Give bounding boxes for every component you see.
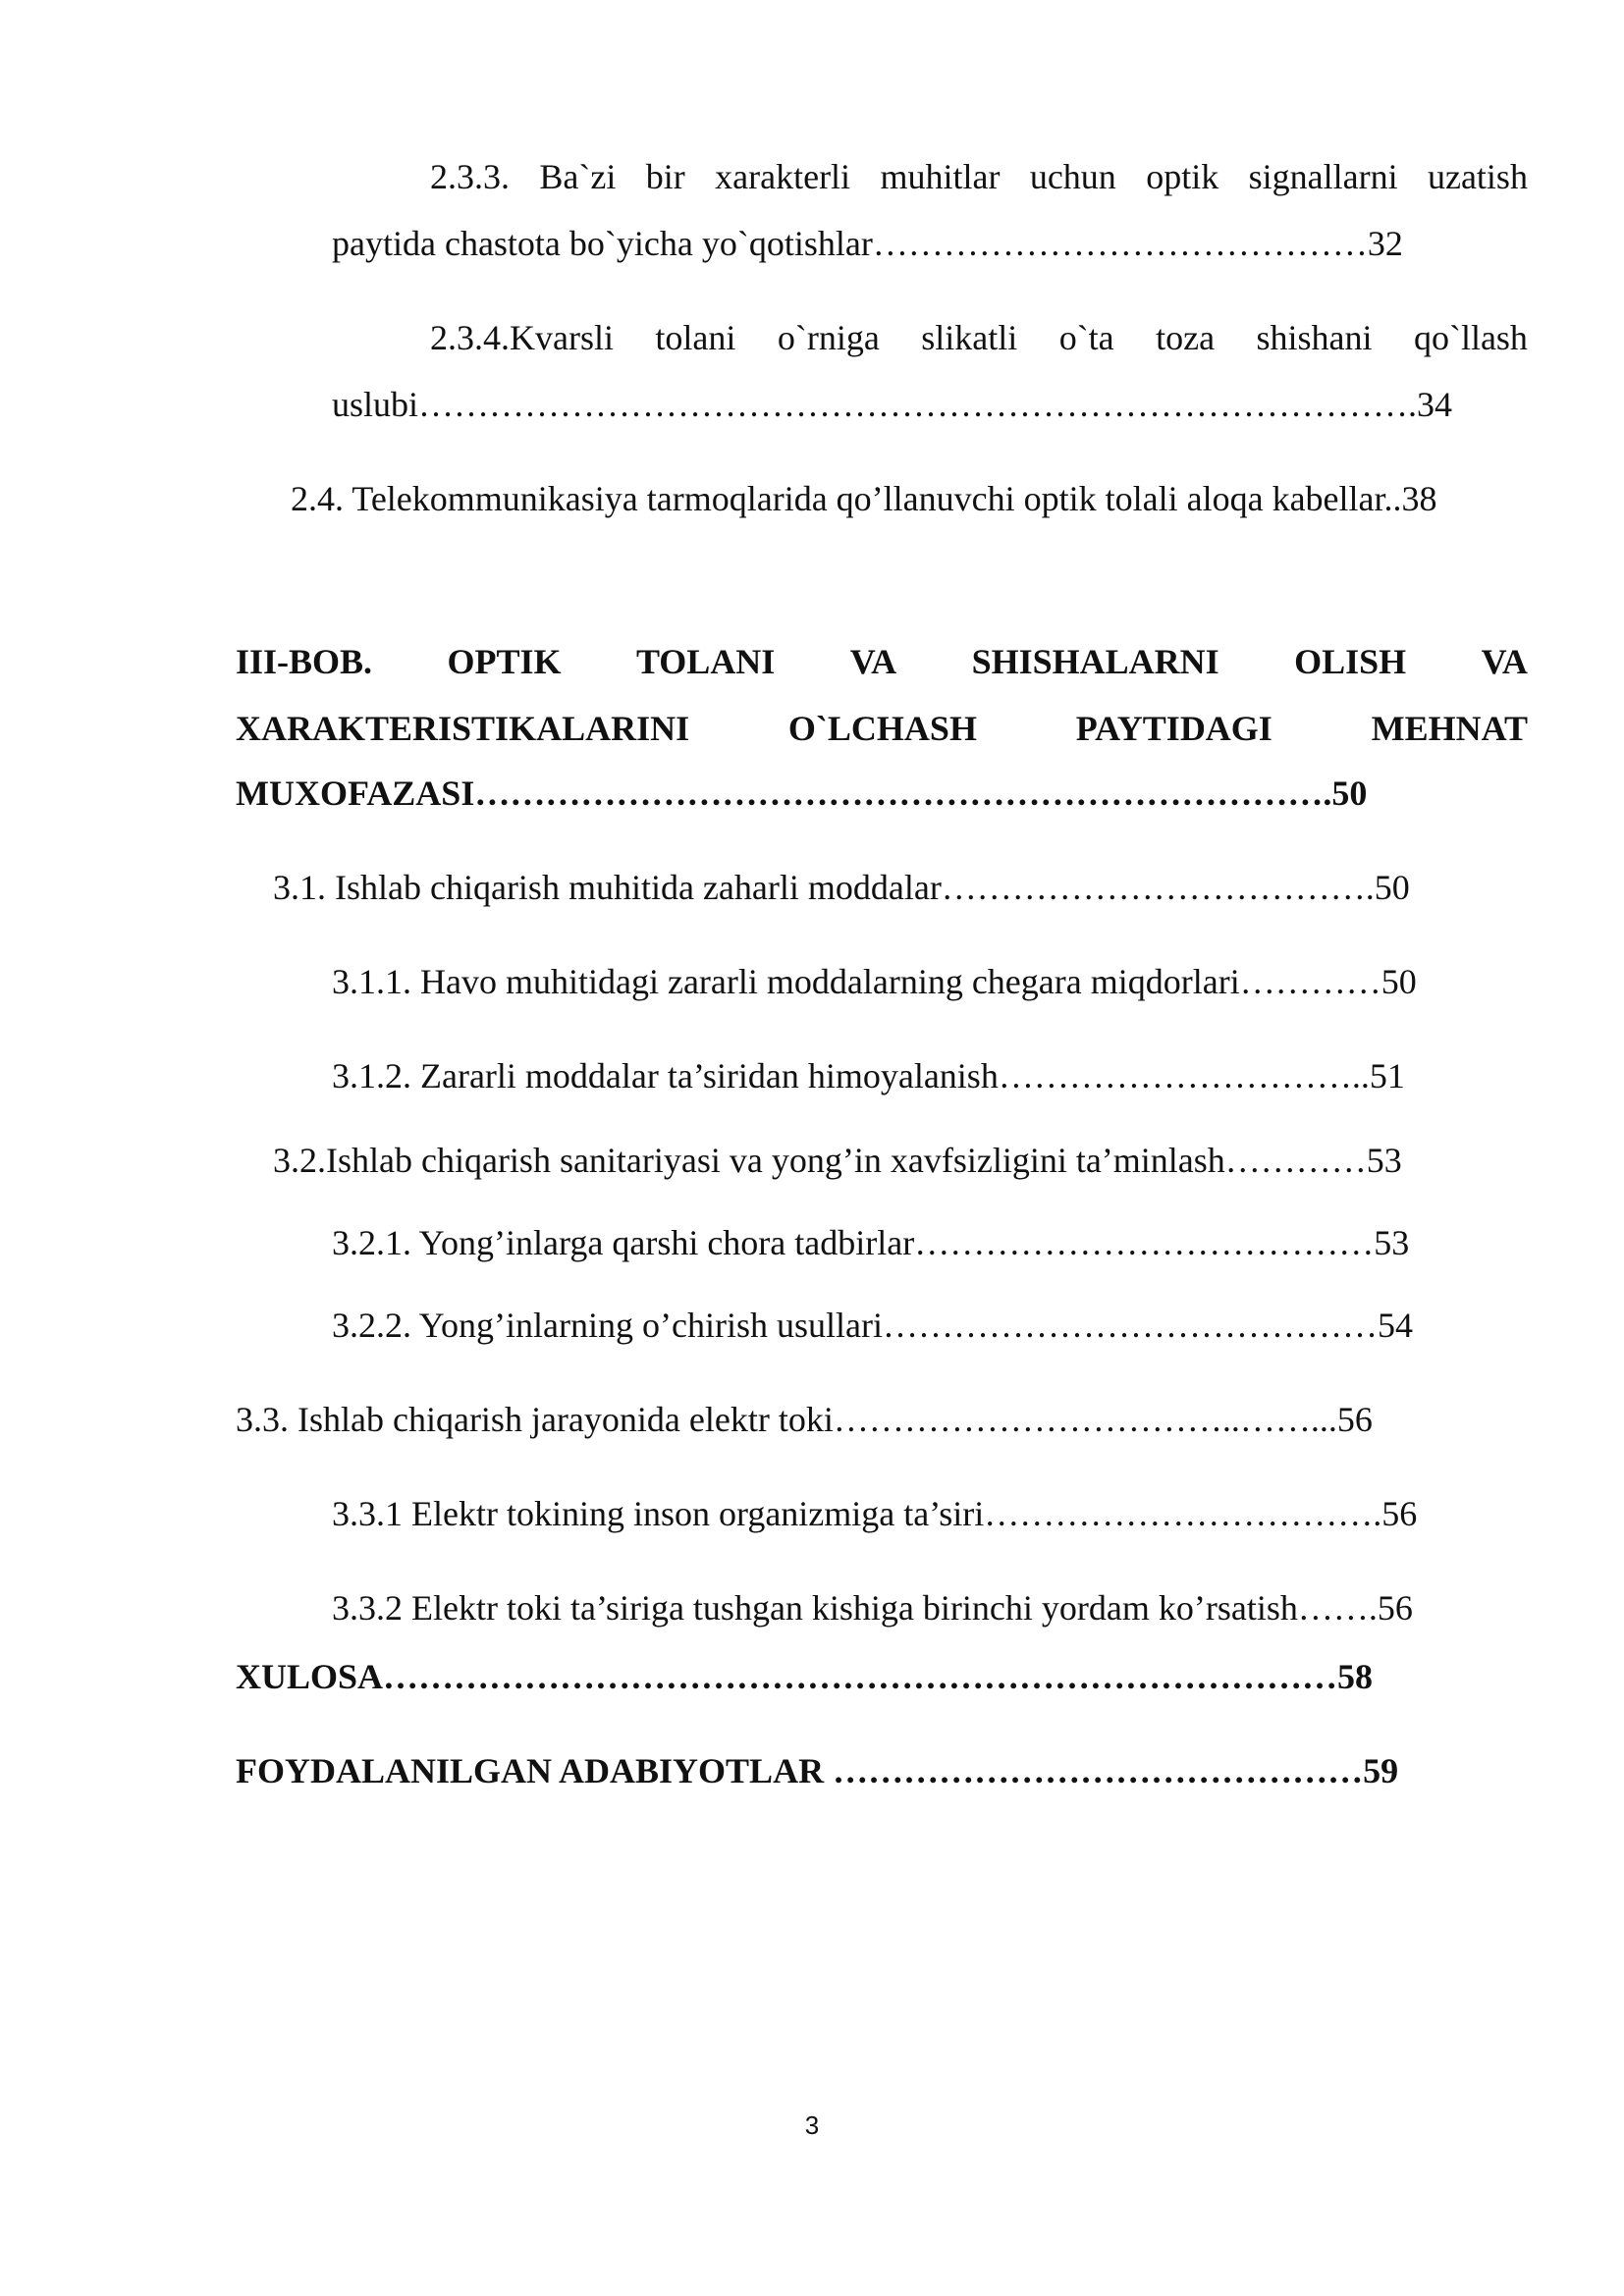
toc-entry-3-2-1[interactable]: 3.2.1. Yong’inlarga qarshi chora tadbirlar…………………………………53 [332, 1223, 1410, 1262]
toc-entry-3-2-2[interactable]: 3.2.2. Yong’inlarning o’chirish usullari……………………………………54 [332, 1306, 1413, 1345]
toc-entry-3-2[interactable]: 3.2.Ishlab chiqarish sanitariyasi va yong’in xavfsizligini ta’minlash…………53 [273, 1141, 1402, 1180]
toc-entry-2-3-3-line-1 [430, 155, 1528, 198]
toc-word: o`rniga [777, 318, 880, 357]
page-number: 3 [804, 2110, 820, 2140]
toc-word: slikatli [921, 318, 1018, 357]
toc-entry-3-3[interactable]: 3.3. Ishlab chiqarish jarayonida elektr toki……………………………..……...56 [236, 1400, 1373, 1439]
toc-word: uchun [1029, 157, 1116, 196]
toc-word: III-BOB. [236, 642, 373, 681]
toc-word: 2.3.4.Kvarsli [430, 318, 614, 357]
toc-word: PAYTIDAGI [1075, 709, 1272, 748]
toc-entry-2-4[interactable]: 2.4. Telekommunikasiya tarmoqlarida qo’llanuvchi optik tolali aloqa kabellar..38 [291, 479, 1437, 518]
toc-word: O`LCHASH [787, 709, 977, 748]
toc-word: OLISH [1294, 642, 1407, 681]
toc-word: VA [1481, 642, 1528, 681]
toc-chapter-3-line-1 [236, 640, 1528, 683]
toc-word: SHISHALARNI [971, 642, 1219, 681]
toc-entry-3-3-1[interactable]: 3.3.1 Elektr tokining inson organizmiga ta’siri…………………………….56 [332, 1494, 1418, 1533]
toc-word: Ba`zi [539, 157, 617, 196]
toc-entry-3-1-2[interactable]: 3.1.2. Zararli moddalar ta’siridan himoyalanish…………………………..51 [332, 1056, 1405, 1095]
toc-word: qo`llash [1413, 318, 1528, 357]
toc-word: optik [1146, 157, 1219, 196]
toc-word: xarakterli [715, 157, 851, 196]
toc-word: XARAKTERISTIKALARINI [236, 709, 690, 748]
toc-word: VA [849, 642, 897, 681]
toc-word: uzatish [1427, 157, 1528, 196]
toc-entry-2-3-4-line-2[interactable]: uslubi………………………………………………………………………….34 [332, 385, 1453, 424]
toc-chapter-3-line-3[interactable]: MUXOFAZASI……………………………………………………………….50 [236, 774, 1368, 813]
toc-references[interactable]: FOYDALANILGAN ADABIYOTLAR ………………………………………59 [236, 1751, 1399, 1790]
toc-entry-2-3-4-line-1 [430, 316, 1528, 359]
toc-conclusion[interactable]: XULOSA………………………………………………………………………58 [236, 1657, 1374, 1696]
toc-word: TOLANI [635, 642, 776, 681]
toc-word: bir [645, 157, 685, 196]
toc-entry-3-1[interactable]: 3.1. Ishlab chiqarish muhitida zaharli moddalar……………………………….50 [273, 868, 1410, 907]
toc-word: toza [1156, 318, 1216, 357]
toc-entry-3-3-2[interactable]: 3.3.2 Elektr toki ta’siriga tushgan kishiga birinchi yordam ko’rsatish…….56 [332, 1588, 1413, 1628]
toc-word: muhitlar [880, 157, 1001, 196]
toc-word: o`ta [1058, 318, 1114, 357]
toc-entry-2-3-3-line-2[interactable]: paytida chastota bo`yicha yo`qotishlar……………………………………32 [332, 224, 1403, 263]
toc-word: MEHNAT [1371, 709, 1528, 748]
toc-entry-3-1-1[interactable]: 3.1.1. Havo muhitidagi zararli moddalarning chegara miqdorlari…………50 [332, 962, 1417, 1001]
toc-word: OPTIK [447, 642, 562, 681]
toc-word: signallarni [1248, 157, 1398, 196]
toc-word: shishani [1256, 318, 1373, 357]
toc-chapter-3-line-2 [236, 707, 1528, 750]
toc-word: 2.3.3. [430, 157, 510, 196]
toc-word: tolani [655, 318, 736, 357]
